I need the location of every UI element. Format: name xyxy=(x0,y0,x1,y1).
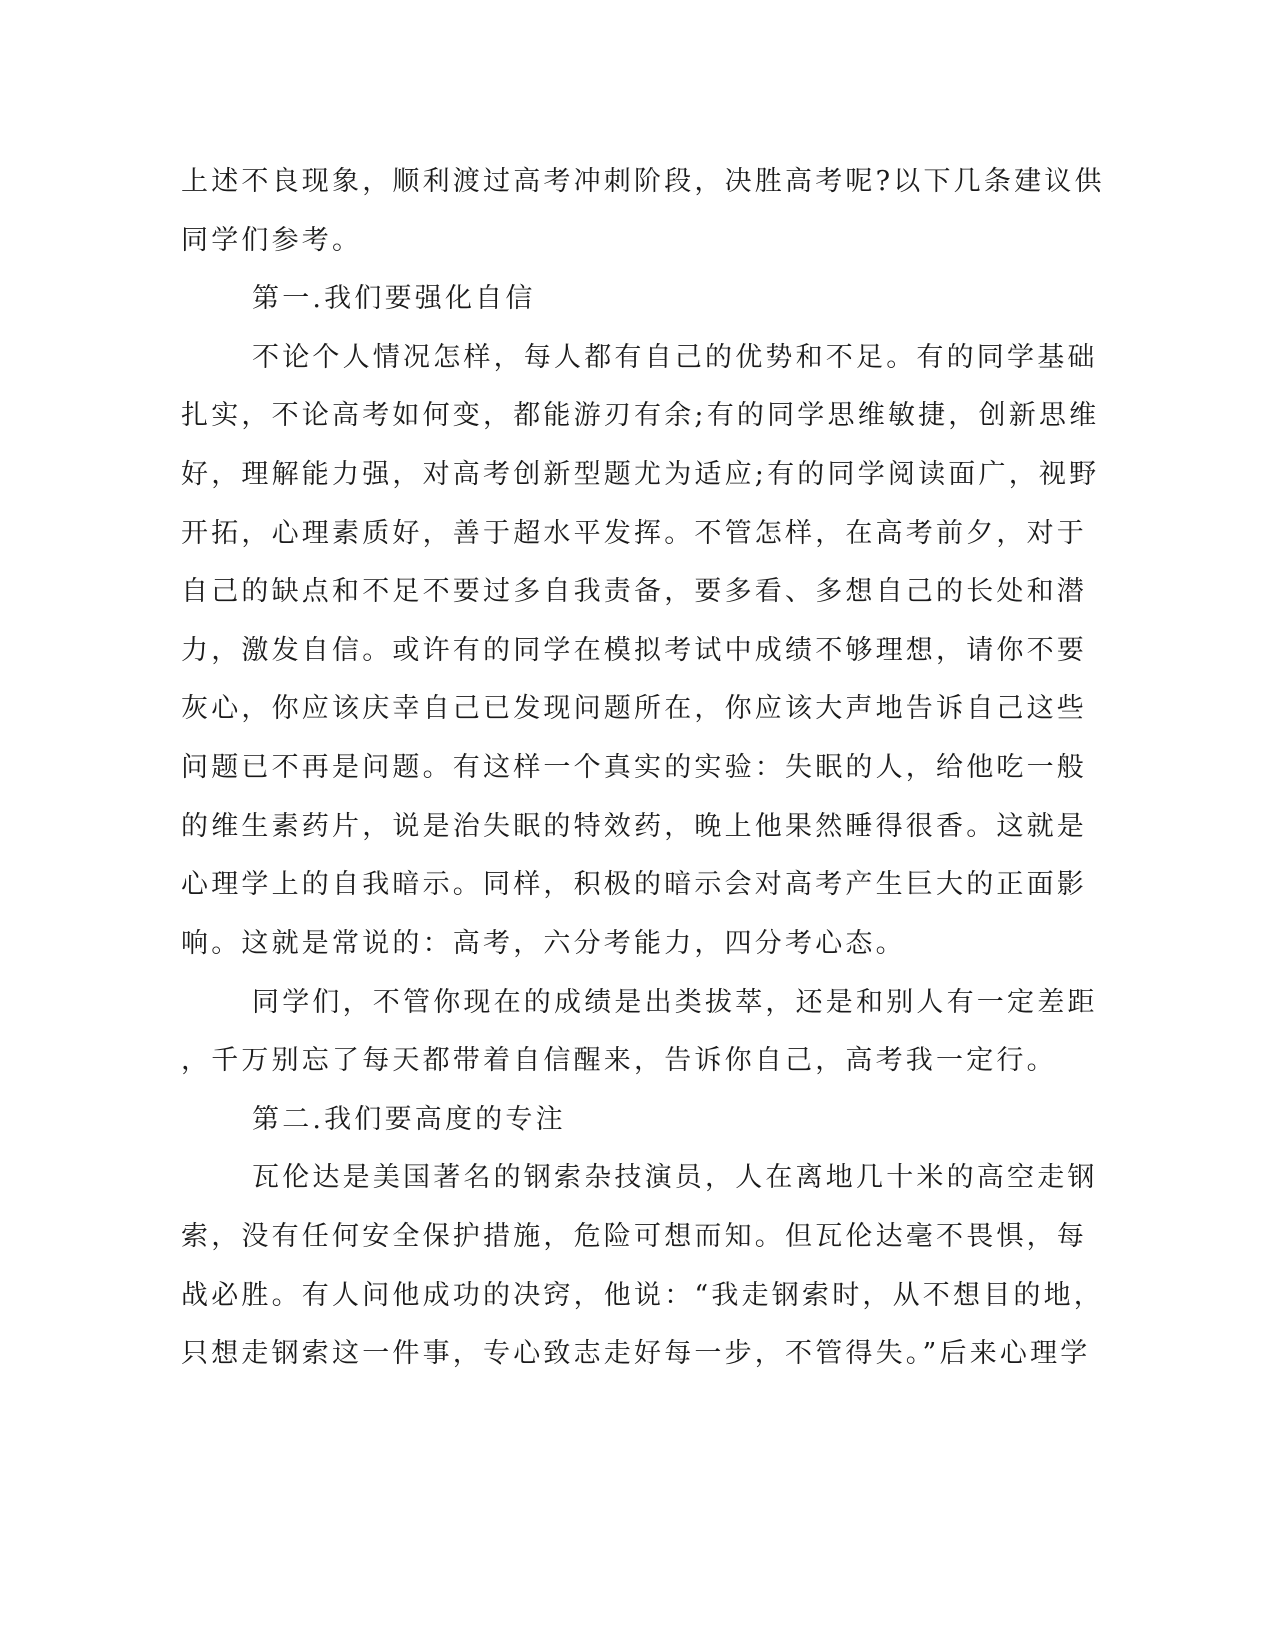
text-line: 只想走钢索这一件事，专心致志走好每一步，不管得失。”后来心理学 xyxy=(181,1338,1091,1369)
text-line: 索，没有任何安全保护措施，危险可想而知。但瓦伦达毫不畏惧，每 xyxy=(181,1221,1087,1252)
text-line: ，千万别忘了每天都带着自信醒来，告诉你自己，高考我一定行。 xyxy=(181,1045,1057,1076)
text-line: 不论个人情况怎样，每人都有自己的优势和不足。有的同学基础 xyxy=(252,342,1098,373)
text-line: 心理学上的自我暗示。同样，积极的暗示会对高考产生巨大的正面影 xyxy=(181,869,1087,900)
text-line: 扎实，不论高考如何变，都能游刃有余;有的同学思维敏捷，创新思维 xyxy=(181,400,1100,431)
text-line: 开拓，心理素质好，善于超水平发挥。不管怎样，在高考前夕，对于 xyxy=(181,518,1087,549)
text-line: 的维生素药片，说是治失眠的特效药，晚上他果然睡得很香。这就是 xyxy=(181,811,1087,842)
section-heading-2: 第二.我们要高度的专注 xyxy=(252,1104,566,1135)
text-line: 自己的缺点和不足不要过多自我责备，要多看、多想自己的长处和潜 xyxy=(181,576,1087,607)
section-heading-1: 第一.我们要强化自信 xyxy=(252,283,536,314)
text-line: 瓦伦达是美国著名的钢索杂技演员，人在离地几十米的高空走钢 xyxy=(252,1162,1098,1193)
text-line: 好，理解能力强，对高考创新型题尤为适应;有的同学阅读面广，视野 xyxy=(181,459,1100,490)
text-line: 灰心，你应该庆幸自己已发现问题所在，你应该大声地告诉自己这些 xyxy=(181,693,1087,724)
text-line: 同学们，不管你现在的成绩是出类拔萃，还是和别人有一定差距 xyxy=(252,987,1098,1018)
text-line: 上述不良现象，顺利渡过高考冲刺阶段，决胜高考呢?以下几条建议供 xyxy=(181,166,1105,197)
text-line: 问题已不再是问题。有这样一个真实的实验：失眠的人，给他吃一般 xyxy=(181,752,1087,783)
text-line: 战必胜。有人问他成功的决窍，他说：“我走钢索时，从不想目的地， xyxy=(181,1280,1105,1311)
text-line: 响。这就是常说的：高考，六分考能力，四分考心态。 xyxy=(181,928,906,959)
text-line: 同学们参考。 xyxy=(181,225,363,256)
text-line: 力，激发自信。或许有的同学在模拟考试中成绩不够理想，请你不要 xyxy=(181,635,1087,666)
